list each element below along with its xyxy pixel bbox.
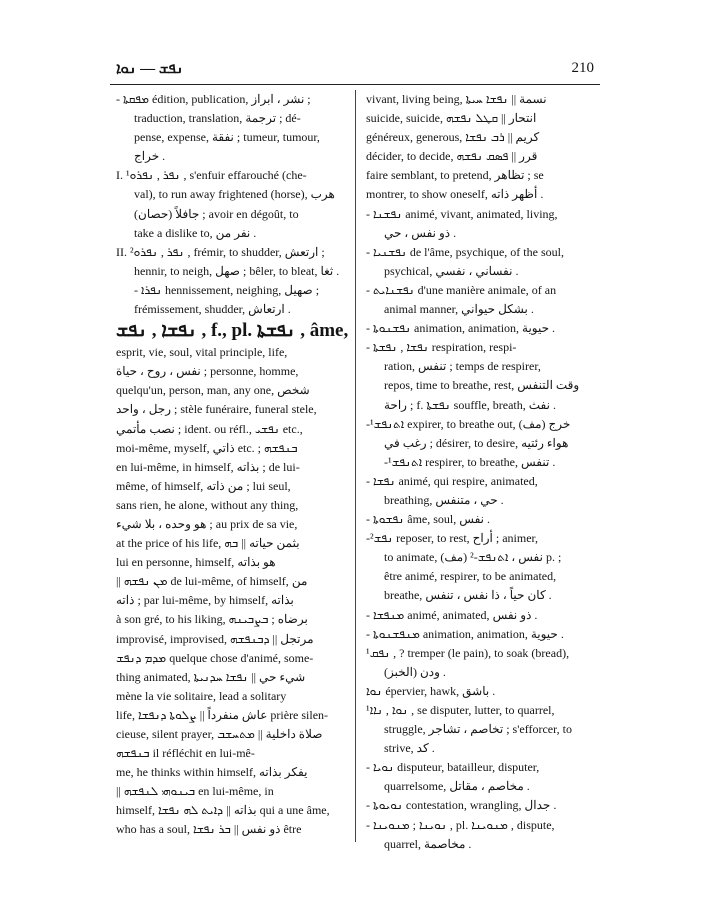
header-entry-range: ܢܦܫ — ܢܘܐ [116,61,184,77]
entry-line: en lui-même, in himself, بذاته ; de lui- [116,459,300,474]
entry-line: lui en personne, himself, هو بذاته [116,555,276,570]
entry-line: généreux, generous, كريم || ܪܒ ܢܦܫܐ [366,130,540,145]
entry-line: ذاته ; par lui-même, by himself, بذاته [116,593,294,608]
entry-line: who has a soul, ذو نفس || ܒܪ ܢܦܫܐ être [116,822,302,837]
entry-line: pense, expense, نفقة ; tumeur, tumour, [134,130,320,145]
entry-line: - ܢܦܫܐ animé, qui respire, animated, [366,473,538,488]
entry-line: ܢܦܫܐ , ܢܦܫ , f., pl. ܢܦܫܬܐ , âme, [116,320,348,342]
entry-line: mène la vie solitaire, lead a solitary [116,688,287,703]
entry-line: ܡܕܡ ܕܢܦܫ quelque chose d'animé, some- [116,650,314,665]
entry-line: quarrel, مخاصمة . [384,836,472,851]
entry-line: -²ܢܦܫ reposer, to rest, أراح ; animer, [366,531,539,546]
entry-line: ودن (الخبز) . [384,664,446,679]
entry-line: نصب مأتمي ; ident. ou réfl., ܢܦܫܝ etc., [116,421,303,436]
entry-line: -¹ܐܬܢܦܫ respirer, to breathe, تنفس . [384,454,556,469]
entry-line: - ܢܦܪܐ hennissement, neighing, صهيل ; [134,282,320,297]
entry-line: رغب في ; désirer, to desire, هواء رئتيه [384,435,569,450]
entry-line: هو وحده ، بلا شيء ; au prix de sa vie, [116,516,298,531]
entry-line: montrer, to show oneself, أظهر ذاته . [366,187,544,202]
page-header [110,60,596,82]
entry-line: ܒܢܦܫܗ il réfléchit en lui-mê- [116,746,255,761]
entry-line: - ܢܦܫܘܬܐ âme, soul, نفس . [366,512,490,527]
entry-line: - ܡܢܦܫܐ animé, animated, ذو نفس . [366,607,538,622]
entry-line: - ܢܦܫܢܝܐ de l'âme, psychique, of the soul, [366,244,564,259]
right-column [366,90,602,854]
entry-line: thing animated, شيء حي || ܢܦܫܐ ܚܕܢܝܬܐ [116,669,306,684]
entry-line: - ܡܢܦܫܢܘܬܐ animation, animation, حيوية . [366,626,564,641]
entry-line: me, he thinks within himself, يفكر بذاته [116,765,308,780]
entry-line: - ܢܘܝܢܐ ; ܡܢܘܝܢܐ , pl. ܡܢܘܝܢܐ , dispute, [366,817,555,832]
entry-line: cieuse, silent prayer, صلاة داخلية || ܡܬܚܫܒ [116,727,323,741]
entry-line: même, of himself, من ذاته ; lui seul, [116,478,291,493]
entry-line: II. ²ܢܦܪ , ܢܦܪܘ , frémir, to shudder, ارتعش ; [116,244,325,259]
entry-line: - ܢܘܝܐ disputeur, batailleur, disputer, [366,760,540,775]
entry-line: رجل ، واحد ; stèle funéraire, funeral stele, [116,402,317,417]
page-number: 210 [571,60,594,76]
entry-line: - ܢܦܫܐ , ܢܦܫܬܐ respiration, respi- [366,340,517,355]
entry-line: نفس ، روح ، حياة ; personne, homme, [116,364,299,379]
entry-line: - ܡܦܩܬܐ édition, publication, نشر ، ابراز ; [116,92,311,106]
column-divider [355,90,356,842]
entry-line: breathe, كان حياً ، ذا نفس ، تنفس . [384,588,552,603]
entry-line: ¹ܢܘܐ , ܢܐܐ , se disputer, lutter, to quarrel, [366,703,555,717]
entry-line: quelqu'un, person, man, any one, شخص [116,383,310,398]
entry-line: suicide, suicide, انتحار || ܩܛܠ ܢܦܫܗ [366,111,537,126]
entry-line: improvisé, improvised, مرتجل || ܕܒܢܦܫܗ [116,631,314,646]
entry-line: خراج . [134,149,166,164]
entry-line: at the price of his life, بثمن حياته || ܒܗ [116,536,300,551]
entry-line: ܢܘܐ épervier, hawk, باشق . [366,683,496,698]
entry-line: hennir, to neigh, صهل ; bêler, to bleat, ثغا . [134,263,340,278]
entry-line: esprit, vie, soul, vital principle, life, [116,345,288,360]
entry-line: animal manner, بشكل حيواني . [384,302,534,317]
entry-line: vivant, living being, نسمة || ܢܦܫܐ ܚܝܬܐ [366,92,547,106]
entry-line: - ܢܘܝܘܬܐ contestation, wrangling, جدال . [366,798,557,813]
entry-line: life, عاش منفرداً || ܨܠܘܬܐ ܕܢܦܫܐ prière silen- [116,707,329,722]
entry-line: (حصان) جافلاً ; avoir en dégoût, to [134,206,299,221]
entry-line: ¹ܢܦܩ , ? tremper (le pain), to soak (bread), [366,645,570,660]
entry-line: - ܢܦܫܢܐܝܬ d'une manière animale, of an [366,282,557,297]
entry-line: || ܒܝܢܘܗܝ ܠܢܦܫܗ en lui-même, in [116,784,274,799]
entry-line: val), to run away frightened (horse), هرب [134,187,335,202]
entry-line: take a dislike to, نفر من . [134,225,257,240]
entry-line: à son gré, to his liking, برضاه ; ܒܨܒܝܢܗ [116,612,308,627]
entry-line: moi-même, myself, ذاتي etc. ; ܒܢܦܫܗ [116,440,298,455]
entry-line: être animé, respirer, to be animated, [384,569,557,584]
header-rule [110,84,600,85]
entry-line: psychical, نفساني ، نفسي . [384,263,519,278]
entry-line: to animate, (مف) نفس ، ܐܬܢܦܫ-² p. ; [384,550,562,565]
entry-line: quarrelsome, مخاصم ، مقاتل . [384,779,530,794]
entry-line: || ܡܢ ܢܦܫܗ de lui-même, of himself, من [116,574,308,589]
entry-line: breathing, حي ، متنفس . [384,492,504,507]
entry-line: repos, time to breathe, rest, وقت التنفس [384,378,580,393]
entry-line: traduction, translation, ترجمة ; dé- [134,111,301,126]
entry-line: ration, تنفس ; temps de respirer, [384,359,541,374]
entry-line: -¹ܐܬܢܦܫ expirer, to breathe out, خرج (مف) [366,416,571,431]
entry-line: strive, كد . [384,741,435,756]
entry-line: frémissement, shudder, ارتعاش . [134,302,291,317]
left-column [116,90,348,840]
entry-line: faire semblant, to pretend, تظاهر ; se [366,168,544,183]
entry-line: sans rien, he alone, without any thing, [116,497,299,512]
entry-line: ذو نفس ، حي . [384,225,457,240]
entry-line: - ܢܦܫܢܘܬܐ animation, animation, حيوية . [366,321,556,336]
entry-line: himself, بذاته || ܕܐܝܬ ܠܗ ܢܦܫܐ qui a une âme, [116,803,330,818]
entry-line: - ܢܦܫܢܐ animé, vivant, animated, living, [366,206,558,221]
entry-line: I. ¹ܢܦܪ , ܢܦܪܘ , s'enfuir effarouché (che- [116,168,307,183]
entry-line: struggle, تخاصم ، تشاجر ; s'efforcer, to [384,722,572,737]
entry-line: راحة ; f. ܢܦܫܬܐ souffle, breath, نفث . [384,397,556,412]
entry-line: décider, to decide, قرر || ܦܣܩ ܢܦܫܗ [366,149,538,164]
